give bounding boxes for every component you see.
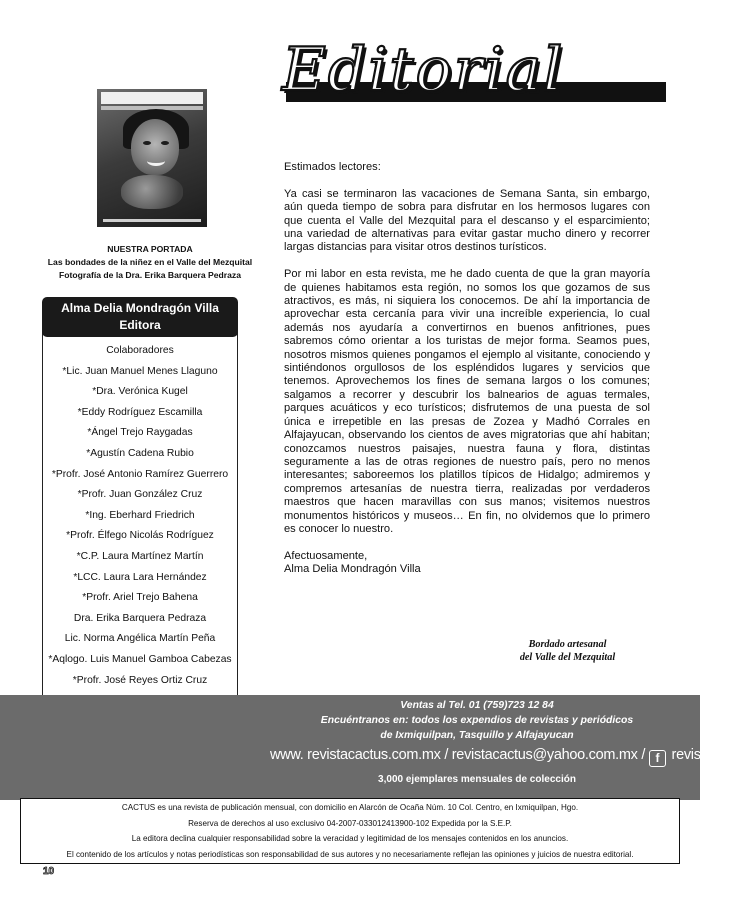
collaborator-item: *Ángel Trejo Raygadas	[87, 427, 193, 439]
collaborator-item: *Agustín Cadena Rubio	[86, 447, 194, 459]
collaborator-item: *Aqlogo. Luis Manuel Gamboa Cabezas	[48, 653, 232, 665]
collaborator-item: Lic. Norma Angélica Martín Peña	[64, 633, 216, 645]
letter-paragraph-2: Por mi labor en esta revista, me he dado cuenta de que la gran mayoría de quienes habitamos esta región, no somos los que gozamos de sus atractivos, es más, ni siquiera los conocemos. De ahí la importancia de aprovechar esta cercanía para vivir una increíble experiencia, lo cual además nos ayudaría a convertirnos en buenos anfitriones, pues sabremos cómo orientar a los turistas de mejor forma. Seamos pues, nosotros mismos quienes pongamos el ejemplo al visitante, conociendo y sintiéndonos orgullosos de los espléndidos lugares y servicios que tenemos. Aprovechemos los fines de semana largos o los comunes; salgamos a recorrer y descubrir los balnearios de aguas termales, parques acuáticos y eco turísticos; disfrutemos de una puesta de sol única e irrepetible en las presas de Zozea y Madhó Corrales en Alfajayucan, observando los cientos de aves migratorias que ahí habitan; conozcamos nuestros paisajes, nuestra fauna y flora, distintas seguramente a las de otras regiones de nuestro país, pero no menos interesantes; saboreemos los platillos típicos de Hidalgo; admiremos y compremos artesanías de nuestra tierra, realizadas por verdaderos maestros que hacen maravillas con sus manos; visitemos nuestros monumentos históricos y museos… En fin, no olvidemos que lo primero es conocer lo nuestro.	[284, 268, 650, 535]
website-link[interactable]: www. revistacactus.com.mx	[270, 747, 441, 763]
facebook-link[interactable]: revista cactus	[671, 747, 756, 763]
image-caption-line2: del Valle del Mezquital	[519, 652, 616, 663]
legal-line: La editora declina cualquier responsabilidad sobre la veracidad y legitimidad de los mensajes contenidos en los anuncios.	[131, 834, 569, 844]
cover-caption	[38, 243, 262, 282]
image-caption-line1: Bordado artesanal	[528, 639, 607, 650]
link-separator: /	[444, 747, 449, 763]
collaborators-heading: Colaboradores	[106, 345, 174, 356]
collaborator-item: *LCC. Laura Lara Hernández	[73, 571, 207, 583]
collaborator-item: *Profr. Ariel Trejo Bahena	[82, 592, 198, 604]
legal-line: El contenido de los artículos y notas periodísticas son responsabilidad de sus autores y no necesariamente reflejan las opiniones y juicios de nuestra editorial.	[66, 849, 634, 859]
locations-line1: Encuéntranos en: todos los expendios de revistas y periódicos	[320, 715, 634, 726]
collaborator-item: Dra. Erika Barquera Pedraza	[73, 612, 207, 624]
cover-caption-line1: Las bondades de la niñez en el Valle del Mezquital	[47, 257, 253, 267]
letter-greeting: Estimados lectores:	[284, 161, 381, 173]
contact-links	[270, 747, 756, 767]
collaborator-item: *Profr. Juan González Cruz	[77, 489, 203, 501]
page-number: 10	[43, 866, 55, 877]
legal-line: Reserva de derechos al uso exclusivo 04-2007-033012413900-102 Expedida por la S.E.P.	[188, 818, 512, 828]
cover-image	[97, 89, 207, 227]
legal-notice	[20, 798, 680, 864]
collaborator-item: *Profr. José Reyes Ortiz Cruz	[72, 674, 208, 686]
letter-paragraph-1: Ya casi se terminaron las vacaciones de Semana Santa, sin embargo, aún queda tiempo de sobra para disfrutar en los hermosos lugares con que cuenta el Valle del Mezquital para el descanso y el esparcimiento; una variedad de alternativas para evitar gastar mucho dinero y recorrer largas distancias para visitar otros destinos turísticos.	[284, 187, 650, 254]
cover-caption-line2: Fotografía de la Dra. Erika Barquera Pedraza	[59, 270, 241, 280]
collaborator-item: *Dra. Verónica Kugel	[92, 386, 188, 398]
legal-line: CACTUS es una revista de publicación mensual, con domicilio en Alarcón de Ocaña Núm. 10 Col. Centro, en Ixmiquilpan, Hgo.	[121, 803, 579, 812]
editor-name: Alma Delia Mondragón Villa	[61, 301, 219, 315]
collaborator-item: *Lic. Juan Manuel Menes Llaguno	[62, 365, 218, 377]
contact-info	[262, 698, 692, 743]
letter-closing: Afectuosamente,	[284, 549, 368, 562]
collaborator-item: *Profr. Élfego Nicolás Rodríguez	[66, 530, 214, 542]
editor-header	[42, 297, 238, 337]
editor-role: Editora	[119, 318, 161, 332]
locations-line2: de Ixmiquilpan, Tasquillo y Alfajayucan	[380, 730, 574, 741]
cover-section-label: NUESTRA PORTADA	[107, 244, 193, 254]
sales-phone: Ventas al Tel. 01 (759)723 12 84	[400, 700, 554, 711]
collaborator-item: *Eddy Rodríguez Escamilla	[77, 406, 203, 418]
editorial-letter	[284, 161, 650, 577]
letter-signature: Alma Delia Mondragón Villa	[284, 563, 421, 576]
circulation: 3,000 ejemplares mensuales de colección	[378, 774, 576, 785]
collaborator-item: *C.P. Laura Martínez Martín	[76, 550, 204, 562]
collaborator-item: *Ing. Eberhard Friedrich	[85, 509, 195, 521]
link-separator-2: /	[641, 747, 646, 763]
email-link[interactable]: revistacactus@yahoo.com.mx	[451, 747, 638, 763]
image-caption	[490, 638, 645, 664]
page-title: Editorial	[282, 35, 565, 105]
facebook-icon: f	[649, 750, 666, 767]
collaborator-item: *Profr. José Antonio Ramírez Guerrero	[51, 468, 229, 480]
